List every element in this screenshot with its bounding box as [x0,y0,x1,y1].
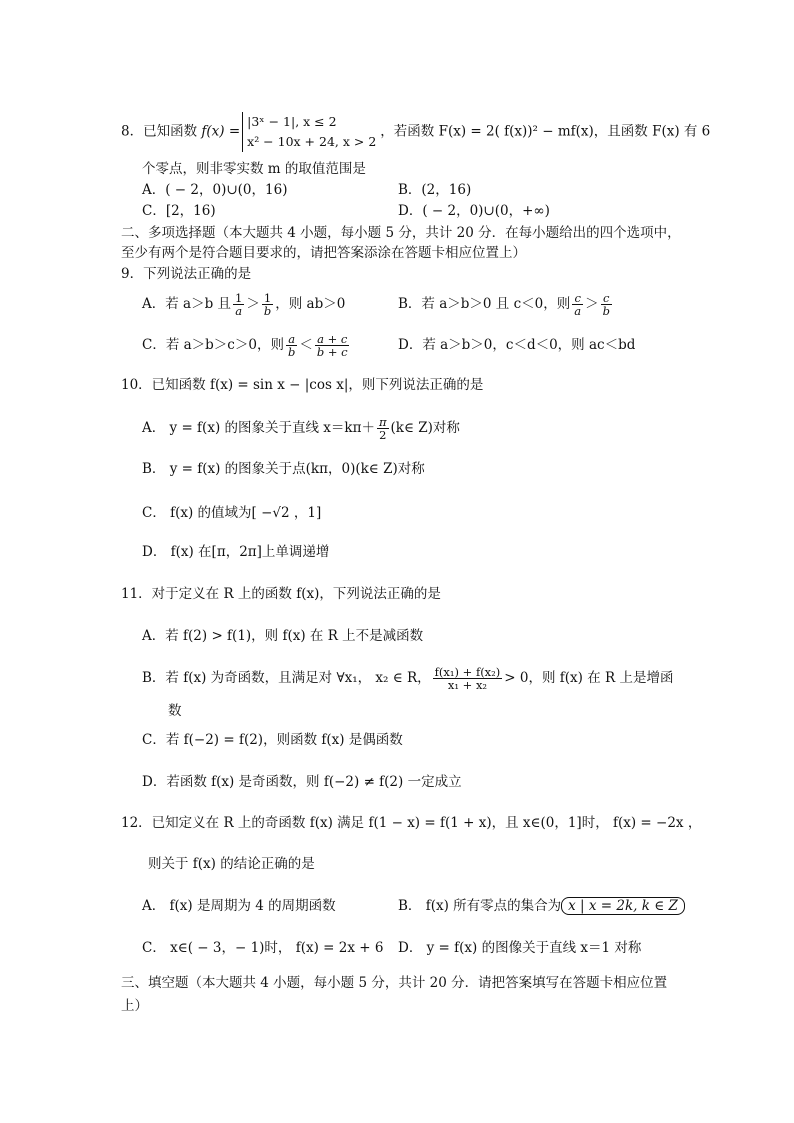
q12-option-d: D． y = f(x) 的图像关于直线 x＝1 对称 [398,940,642,956]
q11-b-frac: $\frac{\text{f(x₁) + f(x₂)}}{\text{x₁ + x₂}}$ [434,665,501,692]
q8-stem [121,112,710,152]
q10-option-c: C． f(x) 的值域为[ −√2 ，1] [142,505,322,521]
q12-option-a: A． f(x) 是周期为 4 的周期函数 [142,898,336,914]
q8-option-b: B．(2，16) [398,182,472,198]
section2-heading-line1: 二、多项选择题（本大题共 4 小题，每小题 5 分，共计 20 分．在每小题给出的四个选项中， [121,225,681,241]
q8-piecewise [242,112,376,152]
q9-option-b: B．若 a＞b＞0 且 c＜0，则 $\frac{c}{a}$ ＞ $\frac{c}{b}$ [398,291,610,318]
q9-option-a: A．若 a＞b 且 $\frac{1}{a}$ ＞ $\frac{1}{b}$ ，则 ab＞0 [142,291,346,318]
q10-stem: 10．已知函数 f(x) = sin x − |cos x|，则下列说法正确的是 [121,377,484,393]
q8-stem-line2: 个零点，则非零实数 m 的取值范围是 [142,161,366,177]
q8-option-d: D．( − 2，0)∪(0，+∞) [398,203,550,219]
q12-stem-line2: 则关于 f(x) 的结论正确的是 [148,856,315,872]
q8-option-c: C．[2，16) [142,203,216,219]
section2-heading-line2: 至少有两个是符合题目要求的，请把答案添涂在答题卡相应位置上） [121,245,526,261]
q8-fx: f(x) = [201,123,241,140]
q11-option-a: A．若 f(2) > f(1)，则 f(x) 在 R 上不是减函数 [142,628,424,644]
q9-option-d: D．若 a＞b＞0，c＜d＜0，则 ac＜bd [398,337,636,353]
q11-option-d: D．若函数 f(x) 是奇函数，则 f(−2) ≠ f(2) 一定成立 [142,774,462,790]
q8-stem-after: ，若函数 F(x) = 2( f(x))² − mf(x)，且函数 F(x) 有 6 [380,123,711,140]
q11-option-b-wrap: 数 [168,703,182,719]
q12-option-c: C． x∈( − 3，− 1)时， f(x) = 2x + 6 [142,940,384,956]
q9-b-frac2: $\frac{c}{b}$ [602,291,610,318]
section3-heading-line1: 三、填空题（本大题共 4 小题，每小题 5 分，共计 20 分．请把答案填写在答题卡相应位置 [121,975,668,991]
section3-heading-line2: 上） [121,998,148,1014]
q8-stem-before: 8．已知函数 [121,123,202,140]
q12-option-b: B． f(x) 所有零点的集合为 x | x = 2k, k ∈ Z [398,897,685,915]
q8-option-a: A．( − 2，0)∪(0，16) [142,182,288,198]
q8-case1: |3ˣ − 1|, x ≤ 2 [247,114,337,129]
q11-option-c: C．若 f(−2) = f(2)，则函数 f(x) 是偶函数 [142,732,403,748]
q12-b-set: x | x = 2k, k ∈ Z [561,897,685,915]
q11-stem: 11．对于定义在 R 上的函数 f(x)，下列说法正确的是 [121,586,441,602]
q9-a-frac1: $\frac{1}{a}$ [235,291,243,318]
q8-case2: x² − 10x + 24, x > 2 [247,134,377,149]
q12-stem: 12．已知定义在 R 上的奇函数 f(x) 满足 f(1 − x) = f(1 + x)，且 x∈(0，1]时， f(x) = −2x ， [121,815,702,831]
q10-a-frac: $\frac{\pi}{2}$ [378,415,387,442]
q10-option-a: A． y = f(x) 的图象关于直线 x＝kπ＋ $\frac{\pi}{2}$ (k∈ Z)对称 [142,415,460,442]
q9-b-frac1: $\frac{c}{a}$ [574,291,582,318]
q9-option-c: C．若 a＞b＞c＞0，则 $\frac{a}{b}$ ＜ $\frac{a + c}{b + c}$ [142,332,348,359]
q9-stem: 9．下列说法正确的是 [121,266,252,282]
q11-option-b: B．若 f(x) 为奇函数，且满足对 ∀x₁， x₂ ∈ R， $\frac{\text{f(x₁) + f(x₂)}}{\text{x₁ + x₂}}$ > 0，则 f(x) 在 R 上是增函 [142,665,674,692]
q9-a-frac2: $\frac{1}{b}$ [263,291,272,318]
q10-option-b: B． y = f(x) 的图象关于点(kπ，0)(k∈ Z)对称 [142,461,425,477]
q10-option-d: D． f(x) 在[π，2π]上单调递增 [142,544,330,560]
q9-c-frac2: $\frac{a + c}{b + c}$ [316,332,348,359]
q9-c-frac1: $\frac{a}{b}$ [287,332,296,359]
